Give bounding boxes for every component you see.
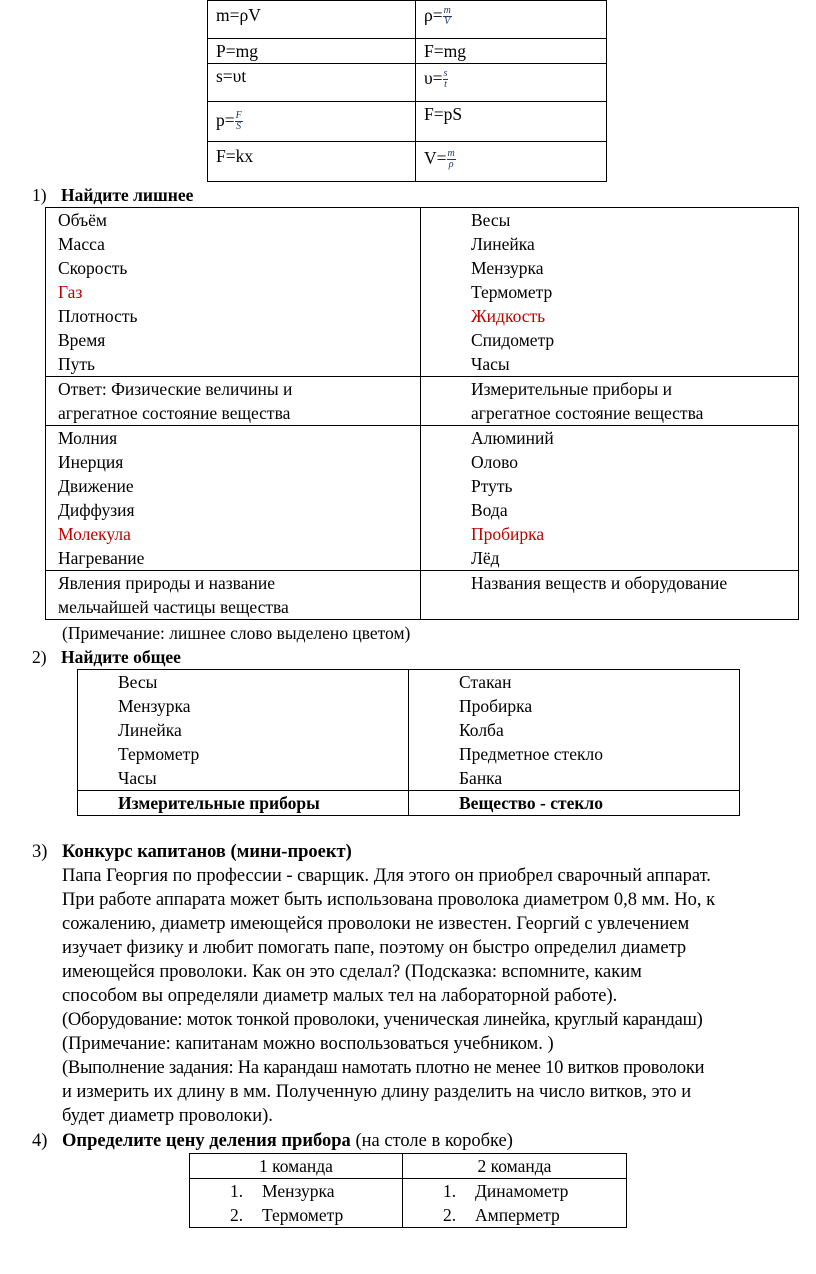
word: Инерция	[58, 452, 124, 472]
fraction: $\frac{m}{\rho}$	[447, 148, 455, 171]
word: Олово	[471, 452, 519, 472]
task1-note: (Примечание: лишнее слово выделено цветом)	[62, 623, 411, 643]
task2-heading	[32, 645, 181, 669]
word: Алюминий	[471, 428, 554, 448]
task-title: Определите цену деления прибора	[62, 1131, 351, 1151]
paragraph-line: имеющейся проволоки. Как он это сделал? (Подсказка: вспомните, каким	[62, 962, 642, 982]
word: Молния	[58, 428, 118, 448]
paragraph-line: (Выполнение задания: На карандаш намотать плотно не менее 10 витков проволоки	[62, 1058, 705, 1078]
formula-cell	[208, 39, 416, 64]
formula-text: s=υt	[216, 66, 247, 86]
word: Колба	[459, 720, 504, 740]
word: Линейка	[118, 720, 182, 740]
task3-body	[62, 864, 715, 1128]
task-number: 1)	[32, 185, 47, 205]
task1-answer2-right	[421, 571, 799, 620]
odd-word: Молекула	[58, 524, 131, 544]
word: Часы	[118, 768, 157, 788]
formula-cell	[416, 102, 607, 142]
column-header: 2 команда	[477, 1156, 552, 1176]
task1-answer1-right	[421, 377, 799, 426]
task1-heading	[32, 183, 193, 207]
list-item: 1. Динамометр	[443, 1181, 569, 1201]
paragraph-line: изучает физику и любит помогать папе, поэтому он быстро определил диаметр	[62, 938, 687, 958]
answer-text: Измерительные приборы	[118, 793, 320, 813]
task1-answer2-left	[46, 571, 421, 620]
word: Путь	[58, 354, 96, 374]
formula-text: m=ρV	[216, 5, 261, 25]
paragraph-line: (Примечание: капитанам можно воспользоваться учебником. )	[62, 1034, 554, 1054]
odd-word: Газ	[58, 282, 83, 302]
answer-text: агрегатное состояние вещества	[471, 403, 704, 423]
task-number: 2)	[32, 647, 47, 667]
word: Пробирка	[459, 696, 533, 716]
paragraph-line: и измерить их длину в мм. Полученную длину разделить на число витков, это и	[62, 1082, 692, 1102]
paragraph-line: сожалению, диаметр имеющейся проволоки не известен. Георгий с увлечением	[62, 914, 690, 934]
fraction: $\frac{s}{t}$	[443, 68, 448, 91]
paragraph-line: При работе аппарата может быть использована проволока диаметром 0,8 мм. Но, к	[62, 890, 716, 910]
word: Масса	[58, 234, 105, 254]
answer-text: Ответ: Физические величины и	[58, 379, 293, 399]
task1-table	[45, 207, 799, 620]
formula-cell	[416, 39, 607, 64]
answer-text: мельчайшей частицы вещества	[58, 597, 289, 617]
fraction: $\frac{m}{V}$	[443, 5, 451, 28]
task4-header-team1	[190, 1154, 403, 1179]
formula-text: υ=	[424, 68, 443, 88]
task-number: 3)	[32, 842, 48, 862]
word: Ртуть	[471, 476, 513, 496]
task1-block2-right	[421, 426, 799, 571]
word: Время	[58, 330, 106, 350]
word: Лёд	[471, 548, 500, 568]
formula-cell	[208, 64, 416, 102]
task4-table	[189, 1153, 627, 1228]
fraction: $\frac{F}{S}$	[235, 110, 242, 133]
task4-heading	[32, 1129, 513, 1153]
task4-header-team2	[403, 1154, 627, 1179]
paragraph-line: способом вы определяли диаметр малых тел на лабораторной работе).	[62, 986, 618, 1006]
word: Предметное стекло	[459, 744, 603, 764]
answer-text: агрегатное состояние вещества	[58, 403, 291, 423]
task1-block1-right	[421, 208, 799, 377]
paragraph-line: (Оборудование: моток тонкой проволоки, ученическая линейка, круглый карандаш)	[62, 1010, 703, 1030]
word: Скорость	[58, 258, 128, 278]
formulas-table	[207, 0, 607, 182]
task2-right	[409, 670, 740, 791]
formula-cell	[416, 64, 607, 102]
task1-block2-left	[46, 426, 421, 571]
task4-team2-list	[403, 1179, 627, 1228]
formula-cell	[416, 142, 607, 182]
word: Стакан	[459, 672, 512, 692]
answer-text: Вещество - стекло	[459, 793, 603, 813]
task3-heading	[32, 840, 352, 864]
column-header: 1 команда	[259, 1156, 333, 1176]
word: Объём	[58, 210, 107, 230]
formula-cell	[416, 1, 607, 39]
word: Движение	[58, 476, 134, 496]
task-title: Найдите лишнее	[60, 185, 194, 205]
formula-text: P=mg	[216, 41, 258, 61]
word: Линейка	[471, 234, 535, 254]
paragraph-line: Папа Георгия по профессии - сварщик. Для этого он приобрел сварочный аппарат.	[62, 866, 711, 886]
list-item: 1. Мензурка	[230, 1181, 335, 1201]
word: Плотность	[58, 306, 138, 326]
task2-left	[78, 670, 409, 791]
task-number: 4)	[32, 1131, 48, 1151]
word: Часы	[471, 354, 510, 374]
task2-answer-left	[78, 791, 409, 816]
word: Весы	[471, 210, 511, 230]
task2-table	[77, 669, 740, 816]
word: Термометр	[471, 282, 553, 302]
formula-text: F=kx	[216, 146, 254, 166]
list-item: 2. Амперметр	[443, 1205, 560, 1225]
formula-text: V=	[424, 148, 447, 168]
task1-answer1-left	[46, 377, 421, 426]
answer-text: Измерительные приборы и	[471, 379, 673, 399]
task2-answer-right	[409, 791, 740, 816]
word: Мензурка	[471, 258, 544, 278]
word: Диффузия	[58, 500, 135, 520]
formula-text: F=mg	[424, 41, 466, 61]
formula-cell	[208, 1, 416, 39]
formula-text: F=pS	[424, 104, 463, 124]
word: Термометр	[118, 744, 200, 764]
word: Весы	[118, 672, 158, 692]
word: Нагревание	[58, 548, 145, 568]
word: Спидометр	[471, 330, 555, 350]
paragraph-line: будет диаметр проволоки).	[62, 1106, 273, 1126]
formula-cell	[208, 142, 416, 182]
formula-cell	[208, 102, 416, 142]
task4-team1-list	[190, 1179, 403, 1228]
task-title-suffix: (на столе в коробке)	[350, 1131, 513, 1151]
odd-word: Жидкость	[471, 306, 546, 326]
word: Банка	[459, 768, 503, 788]
task1-block1-left	[46, 208, 421, 377]
list-item: 2. Термометр	[230, 1205, 344, 1225]
word: Вода	[471, 500, 508, 520]
formula-text: p=	[216, 110, 235, 130]
task-title: Найдите общее	[60, 647, 181, 667]
task-title: Конкурс капитанов (мини-проект)	[62, 842, 352, 862]
answer-text: Явления природы и название	[58, 573, 275, 593]
formula-text: ρ=	[424, 5, 443, 25]
odd-word: Пробирка	[471, 524, 545, 544]
answer-text: Названия веществ и оборудование	[471, 573, 728, 593]
word: Мензурка	[118, 696, 191, 716]
